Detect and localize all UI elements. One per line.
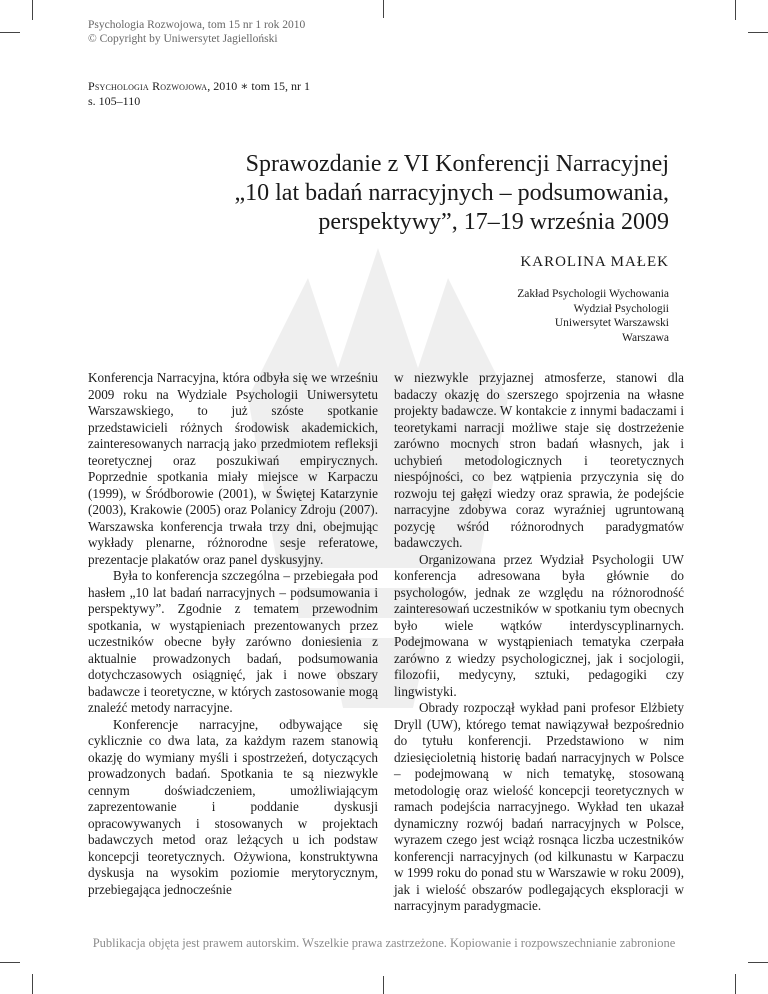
crop-mark [735,0,736,20]
affiliation-line-3: Uniwersytet Warszawski [554,317,669,329]
journal-info-volume: Psychologia Rozwojowa, tom 15 nr 1 rok 2010 [88,19,306,31]
crop-mark [735,974,736,994]
journal-issue: , 2010 ∗ tom 15, nr 1 [207,79,311,93]
crop-mark [0,962,20,963]
journal-info [88,18,305,46]
affiliation-line-2: Wydział Psychologii [573,302,669,315]
affiliation-line-1: Zakład Psychologii Wychowania [517,288,669,300]
journal-header [88,79,310,109]
paragraph: Obrady rozpoczął wykład pani profesor Elżbiety Dryll (UW), którego temat nawiązywał bezpośrednio do tytułu konferencji. Przedstawiono w nim dziesięcioletnią historię badań narracyjnych w Polsce – podejmowaną w nich tematykę, stosowaną metodologię oraz wielość koncepcji teoretycznych w ramach podejścia narracyjnego. Wykład ten ukazał dynamiczny rozwój badań narracyjnych w Polsce, wyrazem czego jest wciąż rosnąca liczba uczestników konferencji narracyjnych (od kilkunastu w Karpaczu w 1999 roku do ponad stu w Warszawie w roku 2009), jak i wielość obszarów podlegających eksploracji w narracyjnym paradygmacie. [394,700,684,913]
title-line-3: perspektywy”, 17–19 września 2009 [318,209,669,235]
affiliation-line-4: Warszawa [622,331,669,344]
copyright-footer: Publikacja objęta jest prawem autorskim. Wszelkie prawa zastrzeżone. Kopiowanie i rozpowszechnianie zabronione [92,936,676,950]
journal-name: Psychologia Rozwojowa [88,79,208,93]
journal-info-copyright: © Copyright by Uniwersytet Jagielloński [88,33,278,45]
crop-mark [383,0,384,18]
crop-mark [32,974,33,994]
left-text-column [88,370,378,898]
crop-mark [748,962,768,963]
author-affiliation [517,287,669,345]
title-line-2: „10 lat badań narracyjnych – podsumowania, [234,180,669,206]
author-name: KAROLINA MAŁEK [520,254,669,270]
crop-mark [32,0,33,20]
paragraph: w niezwykle przyjaznej atmosferze, stanowi dla badaczy okazję do szerszego spojrzenia na własne projekty badawcze. W kontakcie z innymi badaczami i teoretykami narracji możliwe staje się dostrzeżenie zarówno mocnych stron badań własnych, jak i uchybień metodologicznych i teoretycznych niespójności, co bez wątpienia przyczynia się do rozwoju tej gałęzi wiedzy oraz sprawia, że podejście narracyjne zdobywa coraz wyraźniej ugruntowaną pozycję wśród różnorodnych paradygmatów badawczych. [394,370,684,550]
journal-pages: s. 105–110 [88,94,141,108]
paragraph: Konferencje narracyjne, odbywające się cyklicznie co dwa lata, za każdym razem stanowią okazję do wymiany myśli i spostrzeżeń, dotyczących prowadzonych badań. Spotkania te są niezwykle cennym doświadczeniem, umożliwiającym zaprezentowanie i poddanie dyskusji opracowywanych i stosowanych w projektach badawczych metod oraz leżących u ich podstaw koncepcji teoretycznych. Ożywiona, konstruktywna dyskusja na wysokim poziomie merytorycznym, przebiegająca jednocześnie [88,716,378,897]
crop-mark [383,976,384,994]
right-text-column [394,370,684,915]
crop-mark [748,32,768,33]
crop-mark [0,32,20,33]
title-line-1: Sprawozdanie z VI Konferencji Narracyjnej [245,151,669,177]
paragraph: Organizowana przez Wydział Psychologii UW konferencja adresowana była głównie do psychologów, jednak ze względu na różnorodność zainteresowań uczestników w spotkaniu tym obecnych było wiele wątków interdyscyplinarnych. Podejmowana w wystąpieniach tematyka czerpała zarówno z wiedzy psychologicznej, jak i socjologii, filozofii, medycyny, sztuki, pedagogiki czy lingwistyki. [394,551,684,699]
paragraph: Była to konferencja szczególna – przebiegała pod hasłem „10 lat badań narracyjnych – podsumowania i perspektywy”. Zgodnie z tematem przewodnim spotkania, w wystąpieniach prezentowanych przez uczestników obecne były zarówno doniesienia z aktualnie prowadzonych badań, podsumowania dotychczasowych osiągnięć, jak i nowe obszary badawcze i teoretyczne, w których zastosowanie mogą znaleźć metody narracyjne. [88,568,378,715]
article-title [109,150,669,237]
journal-citation [88,79,310,94]
paragraph: Konferencja Narracyjna, która odbyła się we wrześniu 2009 roku na Wydziale Psychologii Uniwersytetu Warszawskiego, to już szóste spotkanie przedstawicieli różnych środowisk akademickich, zainteresowanych narracją jako przedmiotem refleksji teoretycznej oraz poszukiwań empirycznych. Poprzednie spotkania miały miejsce w Karpaczu (1999), w Śródborowie (2001), w Świętej Katarzynie (2003), Krakowie (2005) oraz Polanicy Zdroju (2007). Warszawska konferencja trwała trzy dni, obejmując wykłady plenarne, różnorodne sesje referatowe, prezentacje plakatów oraz panel dyskusyjny. [88,370,378,567]
